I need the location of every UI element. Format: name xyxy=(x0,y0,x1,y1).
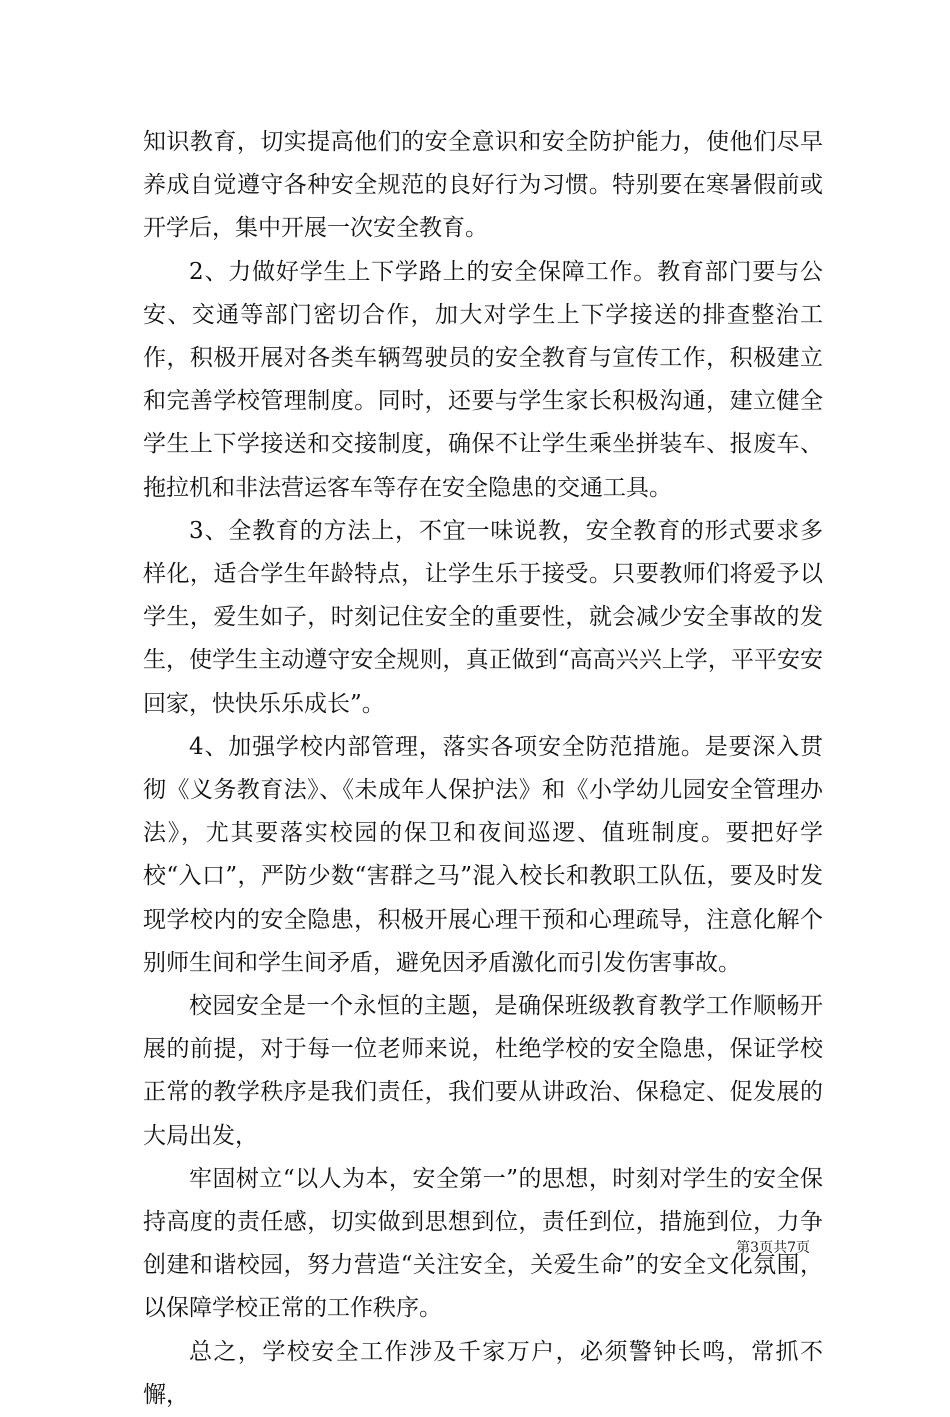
paragraph-campus-safety: 校园安全是一个永恒的主题，是确保班级教育教学工作顺畅开展的前提，对于每一位老师来说，杜绝学校的安全隐患，保证学校正常的教学秩序是我们责任，我们要从讲政治、保稳定、促发展的大局出发， xyxy=(143,993,823,1149)
document-body xyxy=(143,121,823,1417)
paragraph-continuation: 知识教育，切实提高他们的安全意识和安全防护能力，使他们尽早养成自觉遵守各种安全规范的良好行为习惯。特别要在寒暑假前或开学后，集中开展一次安全教育。 xyxy=(143,129,823,242)
paragraph-conclusion: 总之，学校安全工作涉及千家万户，必须警钟长鸣，常抓不懈， xyxy=(143,1338,823,1408)
paragraph-item-3: 3、全教育的方法上，不宜一味说教，安全教育的形式要求多样化，适合学生年龄特点，让学生乐于接受。只要教师们将爱予以学生，爱生如子，时刻记住安全的重要性，就会减少安全事故的发生，使学生主动遵守安全规则，真正做到“高高兴兴上学，平平安安回家，快快乐乐成长”。 xyxy=(143,517,823,717)
paragraph-safety-first: 牢固树立“以人为本，安全第一”的思想，时刻对学生的安全保持高度的责任感，切实做到思想到位，责任到位，措施到位，力争创建和谐校园，努力营造“关注安全，关爱生命”的安全文化氛围，以保障学校正常的工作秩序。 xyxy=(143,1165,823,1322)
paragraph-item-4: 4、加强学校内部管理，落实各项安全防范措施。是要深入贯彻《义务教育法》、《未成年人保护法》和《小学幼儿园安全管理办法》，尤其要落实校园的保卫和夜间巡逻、值班制度。要把好学校“入口”，严防少数“害群之马”混入校长和教职工队伍，要及时发现学校内的安全隐患，积极开展心理干预和心理疏导，注意化解个别师生间和学生间矛盾，避免因矛盾激化而引发伤害事故。 xyxy=(143,733,823,976)
paragraph-item-2: 2、力做好学生上下学路上的安全保障工作。教育部门要与公安、交通等部门密切合作，加大对学生上下学接送的排查整治工作，积极开展对各类车辆驾驶员的安全教育与宣传工作，积极建立和完善学校管理制度。同时，还要与学生家长积极沟通，建立健全学生上下学接送和交接制度，确保不让学生乘坐拼装车、报废车、拖拉机和非法营运客车等存在安全隐患的交通工具。 xyxy=(143,258,823,501)
page-number: 第3页共7页 xyxy=(736,1240,810,1256)
